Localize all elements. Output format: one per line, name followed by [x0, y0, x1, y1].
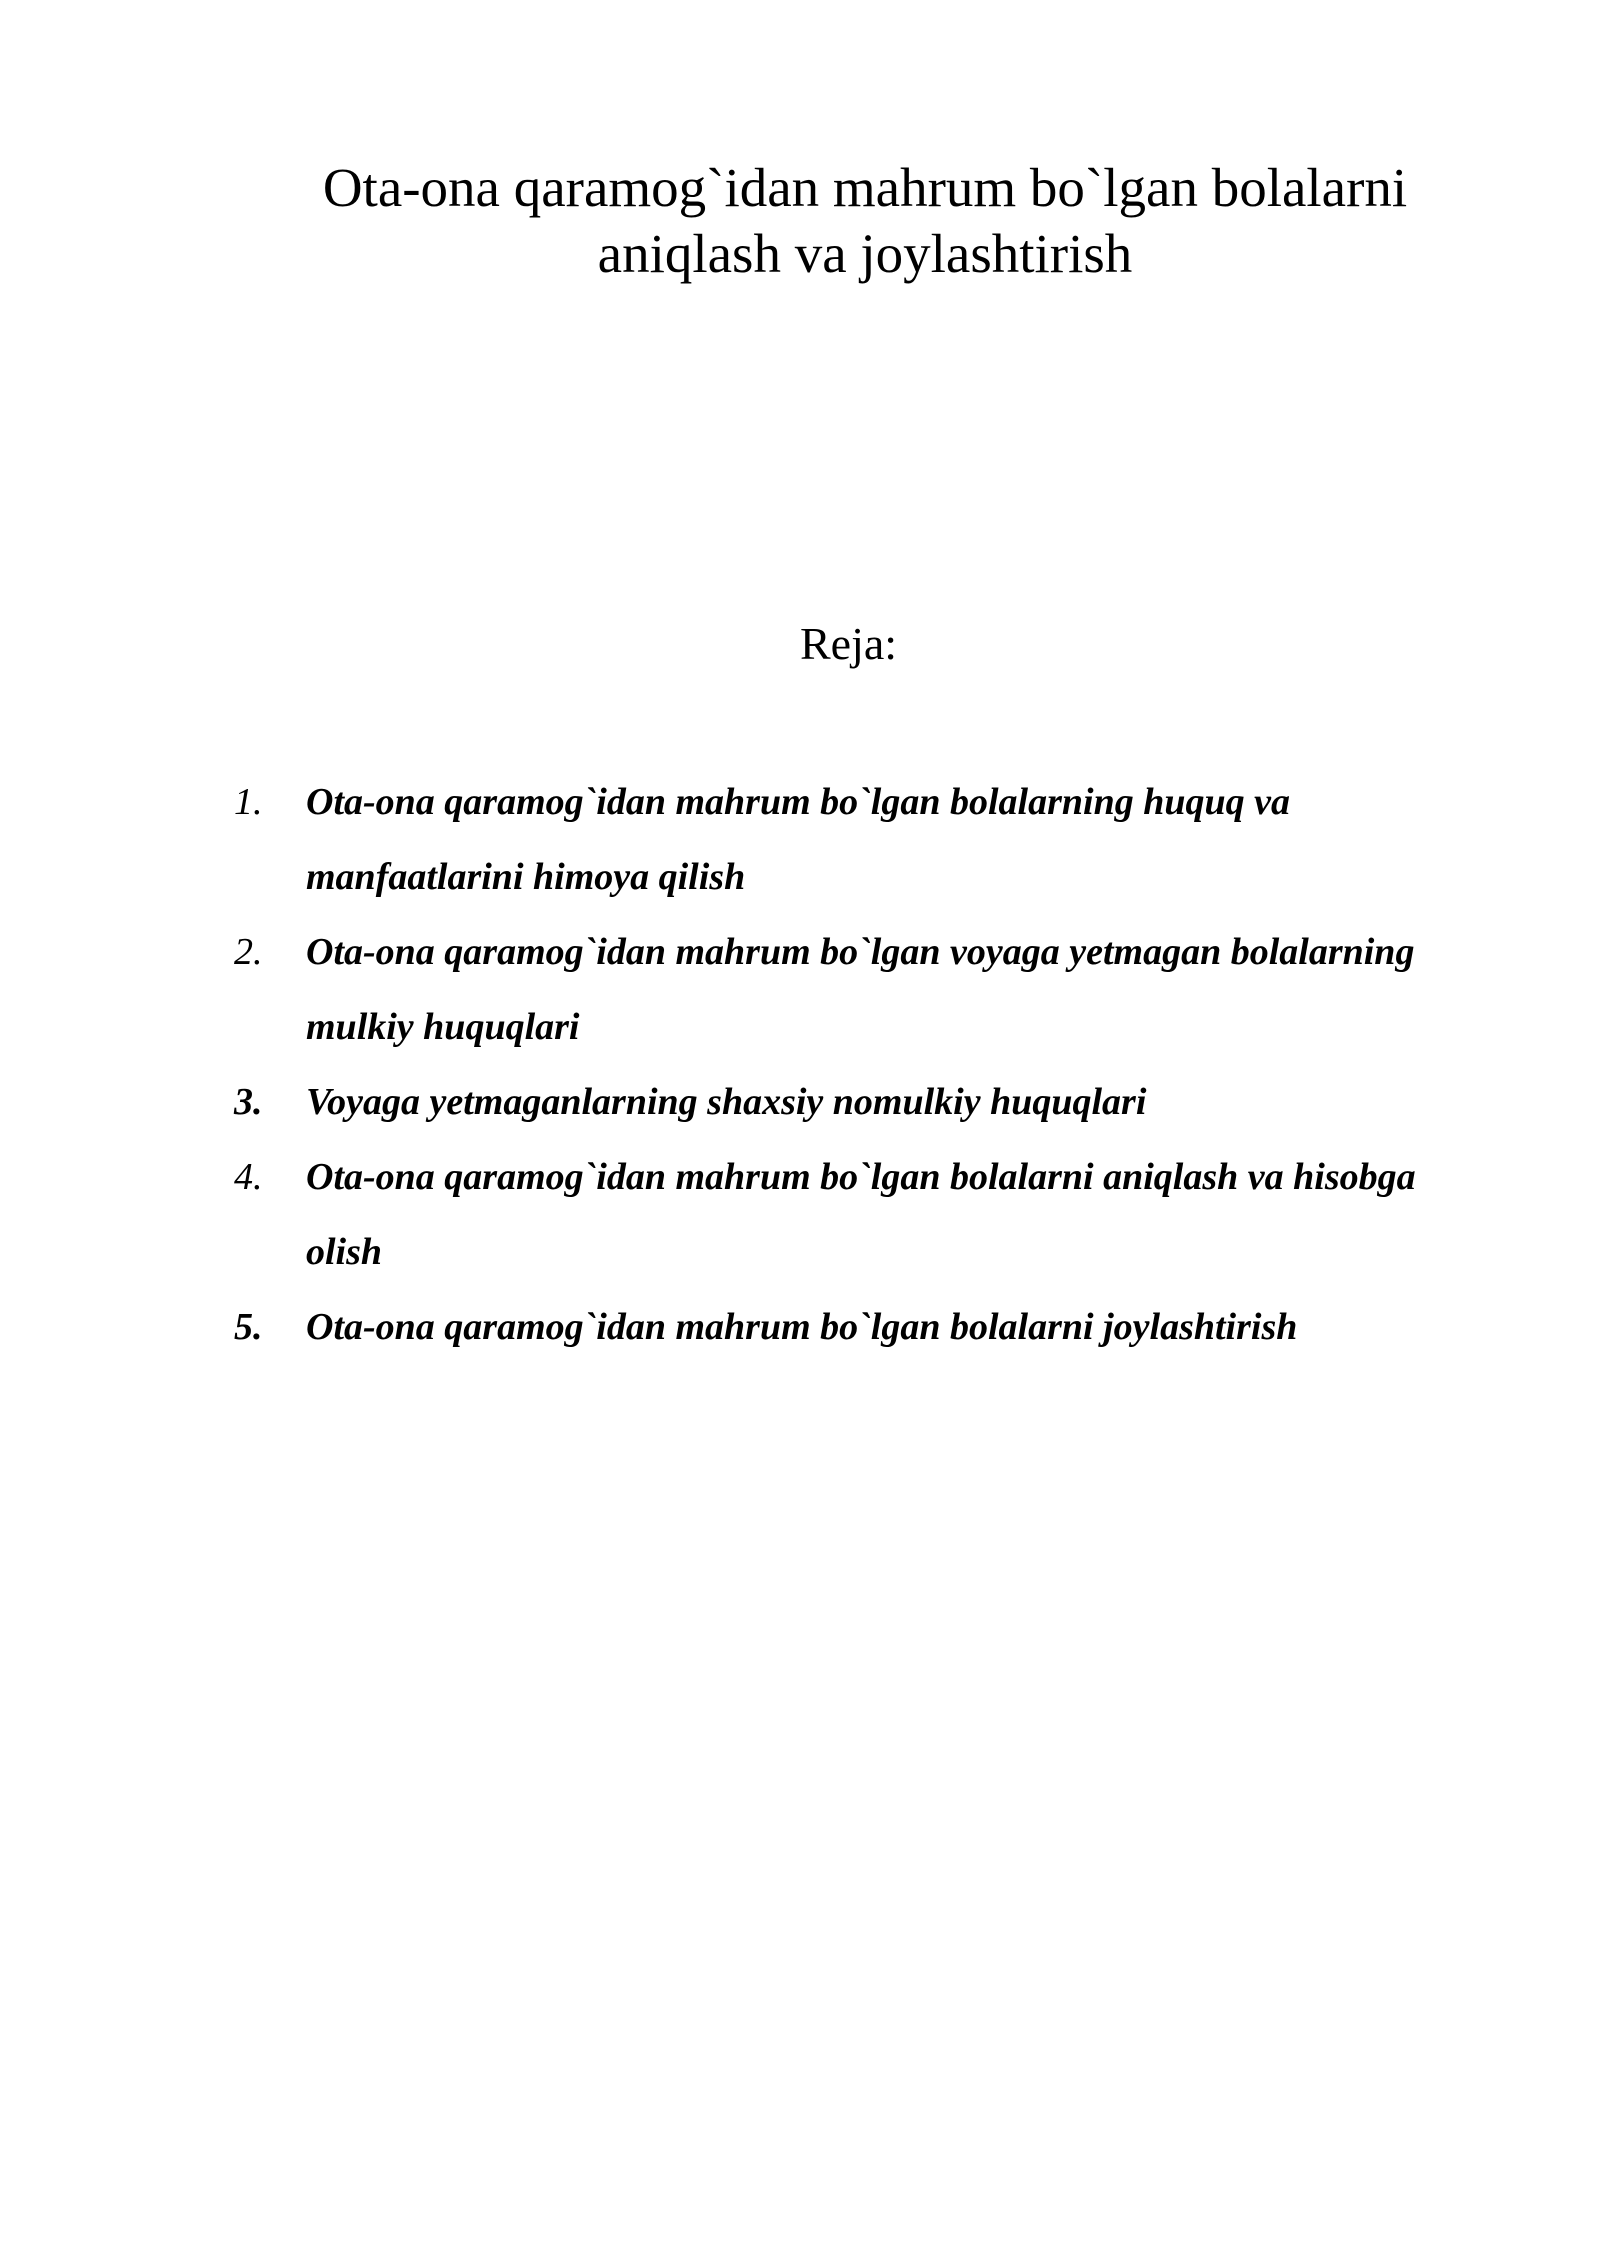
plan-heading: Reja:	[800, 618, 898, 669]
plan-item-number: 1.	[234, 781, 263, 823]
plan-item-4	[234, 1140, 1484, 1290]
plan-item-number: 5.	[234, 1306, 263, 1348]
plan-item-3	[234, 1065, 1484, 1140]
plan-list	[234, 765, 1484, 1365]
plan-item-text: Voyaga yetmaganlarning shaxsiy nomulkiy huquqlari	[306, 1081, 1147, 1123]
plan-item-number: 4.	[234, 1156, 263, 1198]
plan-item-text: Ota-ona qaramog`idan mahrum bo`lgan bolalarni aniqlash va hisobga olish	[306, 1156, 1416, 1273]
plan-item-text: Ota-ona qaramog`idan mahrum bo`lgan voyaga yetmagan bolalarning mulkiy huquqlari	[306, 931, 1415, 1048]
plan-item-1	[234, 765, 1484, 915]
plan-item-5	[234, 1290, 1484, 1365]
plan-item-text: Ota-ona qaramog`idan mahrum bo`lgan bolalarni joylashtirish	[306, 1306, 1298, 1348]
plan-item-2	[234, 915, 1484, 1065]
plan-item-number: 2.	[234, 931, 263, 973]
plan-item-text: Ota-ona qaramog`idan mahrum bo`lgan bolalarning huquq va manfaatlarini himoya qilish	[306, 781, 1290, 898]
plan-item-number: 3.	[234, 1081, 263, 1123]
document-title-line-2: aniqlash va joylashtirish	[597, 223, 1133, 284]
document-title	[200, 155, 1530, 287]
document-title-line-1: Ota-ona qaramog`idan mahrum bo`lgan bolalarni	[322, 157, 1408, 218]
